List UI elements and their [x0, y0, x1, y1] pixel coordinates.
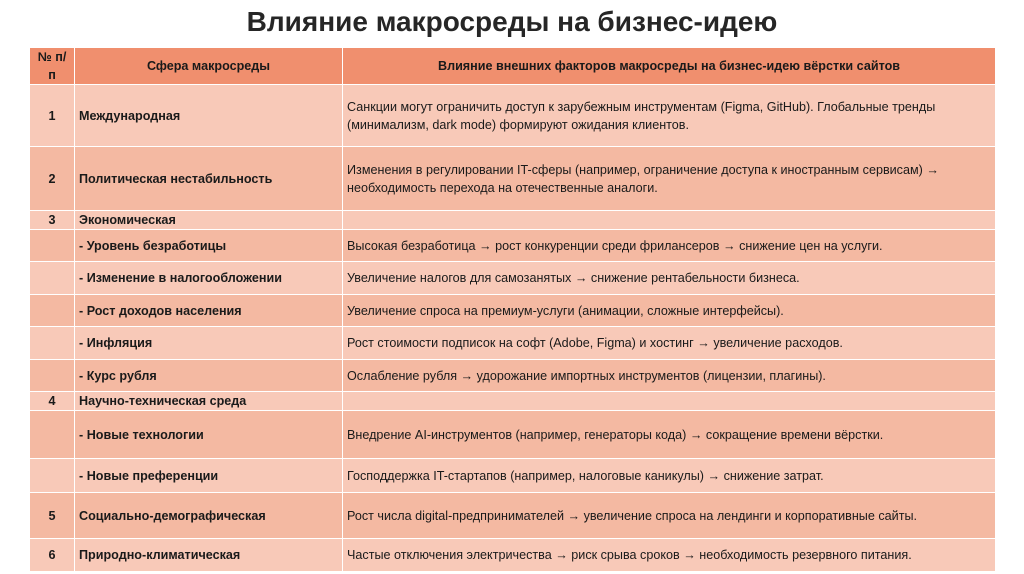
row-impact: Увеличение спроса на премиум-услуги (анимации, сложные интерфейсы). — [343, 295, 996, 327]
row-impact: Высокая безработица → рост конкуренции среди фрилансеров → снижение цен на услуги. — [343, 230, 996, 262]
table-row — [30, 539, 996, 572]
table-row — [30, 85, 996, 147]
row-impact: Изменения в регулировании IT-сферы (например, ограничение доступа к иностранным сервисам) → необходимость перехода на отечественные аналоги. — [343, 147, 996, 211]
row-impact: Санкции могут ограничить доступ к зарубежным инструментам (Figma, GitHub). Глобальные тренды (минимализм, dark mode) формируют ожидания клиентов. — [343, 85, 996, 147]
row-sphere: - Изменение в налогообложении — [75, 262, 343, 295]
header-impact: Влияние внешних факторов макросреды на бизнес-идею вёрстки сайтов — [343, 48, 996, 85]
row-impact — [343, 211, 996, 230]
row-num — [30, 459, 75, 493]
table-row — [30, 262, 996, 295]
row-impact: Рост числа digital-предпринимателей → увеличение спроса на лендинги и корпоративные сайты. — [343, 493, 996, 539]
row-impact: Рост стоимости подписок на софт (Adobe, Figma) и хостинг → увеличение расходов. — [343, 327, 996, 360]
table-row — [30, 411, 996, 459]
row-num: 4 — [30, 392, 75, 411]
table-row — [30, 360, 996, 392]
row-sphere: - Уровень безработицы — [75, 230, 343, 262]
macro-environment-table — [29, 47, 996, 572]
row-sphere: Политическая нестабильность — [75, 147, 343, 211]
row-impact: Господдержка IT-стартапов (например, налоговые каникулы) → снижение затрат. — [343, 459, 996, 493]
row-num — [30, 295, 75, 327]
row-impact: Ослабление рубля → удорожание импортных инструментов (лицензии, плагины). — [343, 360, 996, 392]
table-row — [30, 211, 996, 230]
table-row — [30, 392, 996, 411]
row-sphere: Научно-техническая среда — [75, 392, 343, 411]
table-row — [30, 493, 996, 539]
header-num: № п/п — [30, 48, 75, 85]
row-num: 2 — [30, 147, 75, 211]
row-num: 1 — [30, 85, 75, 147]
table-row — [30, 147, 996, 211]
row-sphere: Социально-демографическая — [75, 493, 343, 539]
header-sphere: Сфера макросреды — [75, 48, 343, 85]
row-num — [30, 262, 75, 295]
table-row — [30, 327, 996, 360]
row-sphere: - Новые преференции — [75, 459, 343, 493]
row-sphere: - Рост доходов населения — [75, 295, 343, 327]
row-sphere: Международная — [75, 85, 343, 147]
row-impact: Частые отключения электричества → риск срыва сроков → необходимость резервного питания. — [343, 539, 996, 572]
table-row — [30, 230, 996, 262]
row-num: 5 — [30, 493, 75, 539]
row-sphere: - Новые технологии — [75, 411, 343, 459]
table-header-row — [30, 48, 996, 85]
row-num — [30, 360, 75, 392]
row-num: 3 — [30, 211, 75, 230]
row-num — [30, 411, 75, 459]
row-num — [30, 327, 75, 360]
row-sphere: Природно-климатическая — [75, 539, 343, 572]
row-sphere: Экономическая — [75, 211, 343, 230]
slide-title: Влияние макросреды на бизнес-идею — [246, 6, 778, 37]
row-sphere: - Курс рубля — [75, 360, 343, 392]
table-row — [30, 459, 996, 493]
row-sphere: - Инфляция — [75, 327, 343, 360]
row-num — [30, 230, 75, 262]
row-impact: Увеличение налогов для самозанятых → снижение рентабельности бизнеса. — [343, 262, 996, 295]
table-row — [30, 295, 996, 327]
row-num: 6 — [30, 539, 75, 572]
row-impact — [343, 392, 996, 411]
row-impact: Внедрение AI-инструментов (например, генераторы кода) → сокращение времени вёрстки. — [343, 411, 996, 459]
